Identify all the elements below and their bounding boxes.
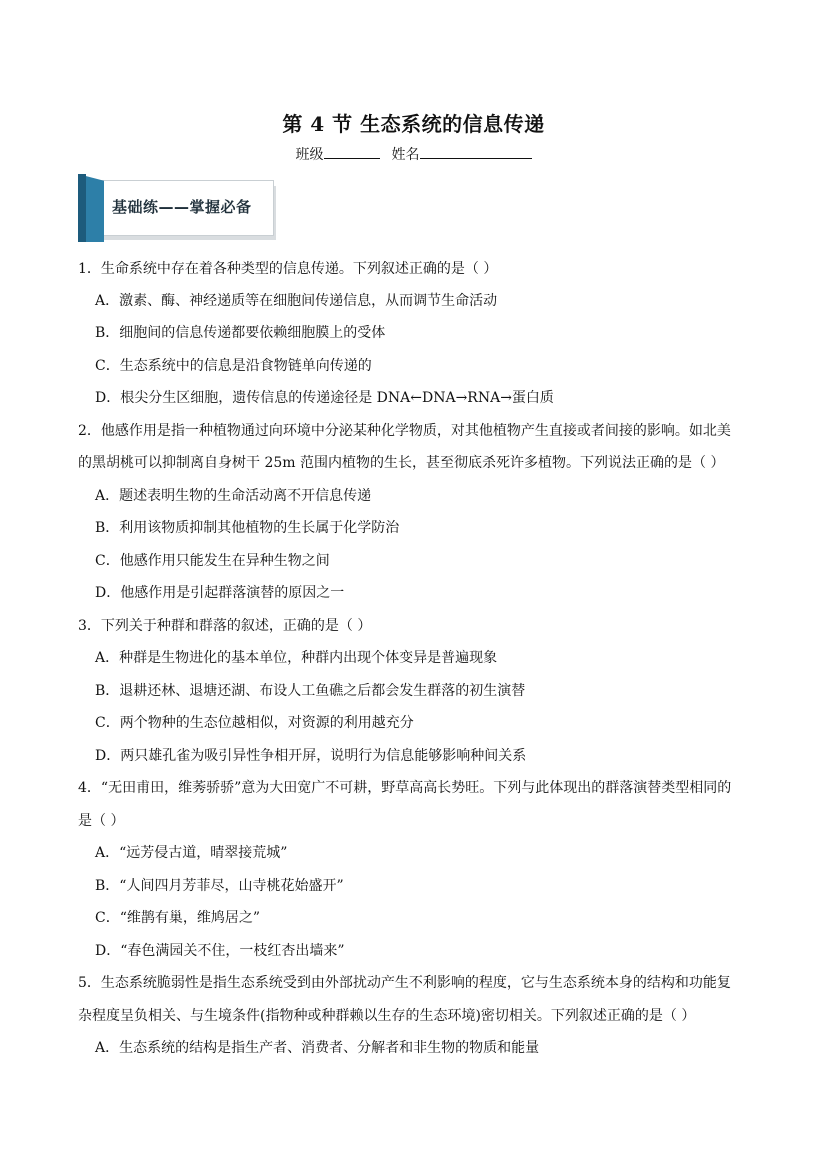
question-3-option-b: B．退耕还林、退塘还湖、布设人工鱼礁之后都会发生群落的初生演替	[95, 683, 526, 699]
question-4-option-b: B．“人间四月芳菲尽，山寺桃花始盛开”	[95, 878, 344, 894]
student-info-line	[0, 144, 827, 164]
question-3-option-c: C．两个物种的生态位越相似，对资源的利用越充分	[95, 715, 414, 731]
section-banner-label: 基础练——掌握必备	[112, 198, 252, 216]
question-2-stem-line-1: 2．他感作用是指一种植物通过向环境中分泌某种化学物质，对其他植物产生直接或者间接的影响。如北美	[78, 423, 731, 439]
question-5-option-a: A．生态系统的结构是指生产者、消费者、分解者和非生物的物质和能量	[95, 1040, 540, 1056]
question-5-stem-line-2: 杂程度呈负相关、与生境条件(指物种或种群赖以生存的生态环境)密切相关。下列叙述正确的是（ ）	[78, 1008, 696, 1024]
question-4-stem-line-1: 4．“无田甫田，维莠骄骄”意为大田宽广不可耕，野草高高长势旺。下列与此体现出的群落演替类型相同的	[78, 780, 732, 796]
name-blank	[420, 144, 532, 159]
question-2-option-c: C．他感作用只能发生在异种生物之间	[95, 553, 330, 569]
class-blank	[324, 144, 380, 159]
question-2-option-b: B．利用该物质抑制其他植物的生长属于化学防治	[95, 520, 400, 536]
question-4-option-a: A．“远芳侵古道，晴翠接荒城”	[95, 845, 288, 861]
question-1-option-c: C．生态系统中的信息是沿食物链单向传递的	[95, 358, 372, 374]
question-3-stem-line-1: 3．下列关于种群和群落的叙述，正确的是（ ）	[78, 618, 372, 634]
class-label: 班级	[295, 147, 324, 163]
question-2-stem-line-2: 的黑胡桃可以抑制离自身树干 25m 范围内植物的生长，甚至彻底杀死许多植物。下列说法正确的是（ ）	[78, 455, 725, 471]
name-label: 姓名	[391, 147, 420, 163]
question-2-option-d: D．他感作用是引起群落演替的原因之一	[95, 585, 345, 601]
question-5-stem-line-1: 5．生态系统脆弱性是指生态系统受到由外部扰动产生不利影响的程度，它与生态系统本身的结构和功能复	[78, 975, 731, 991]
question-4-option-c: C．“维鹊有巢，维鸠居之”	[95, 910, 261, 926]
question-4-option-d: D．“春色满园关不住，一枝红杏出墙来”	[95, 943, 345, 959]
banner-tab-edge	[78, 174, 86, 242]
question-3-option-a: A．种群是生物进化的基本单位，种群内出现个体变异是普遍现象	[95, 650, 498, 666]
question-1-option-d: D．根尖分生区细胞，遗传信息的传递途径是 DNA←DNA→RNA→蛋白质	[95, 390, 554, 406]
question-1-stem-line-1: 1．生命系统中存在着各种类型的信息传递。下列叙述正确的是（ ）	[78, 261, 498, 277]
question-4-stem-line-2: 是（ ）	[78, 813, 125, 829]
question-2-option-a: A．题述表明生物的生命活动离不开信息传递	[95, 488, 372, 504]
question-3-option-d: D．两只雄孔雀为吸引异性争相开屏，说明行为信息能够影响种间关系	[95, 748, 527, 764]
question-1-option-a: A．激素、酶、神经递质等在细胞间传递信息，从而调节生命活动	[95, 293, 498, 309]
section-banner	[78, 174, 278, 242]
page-title: 第 4 节 生态系统的信息传递	[282, 112, 545, 136]
question-1-option-b: B．细胞间的信息传递都要依赖细胞膜上的受体	[95, 325, 386, 341]
